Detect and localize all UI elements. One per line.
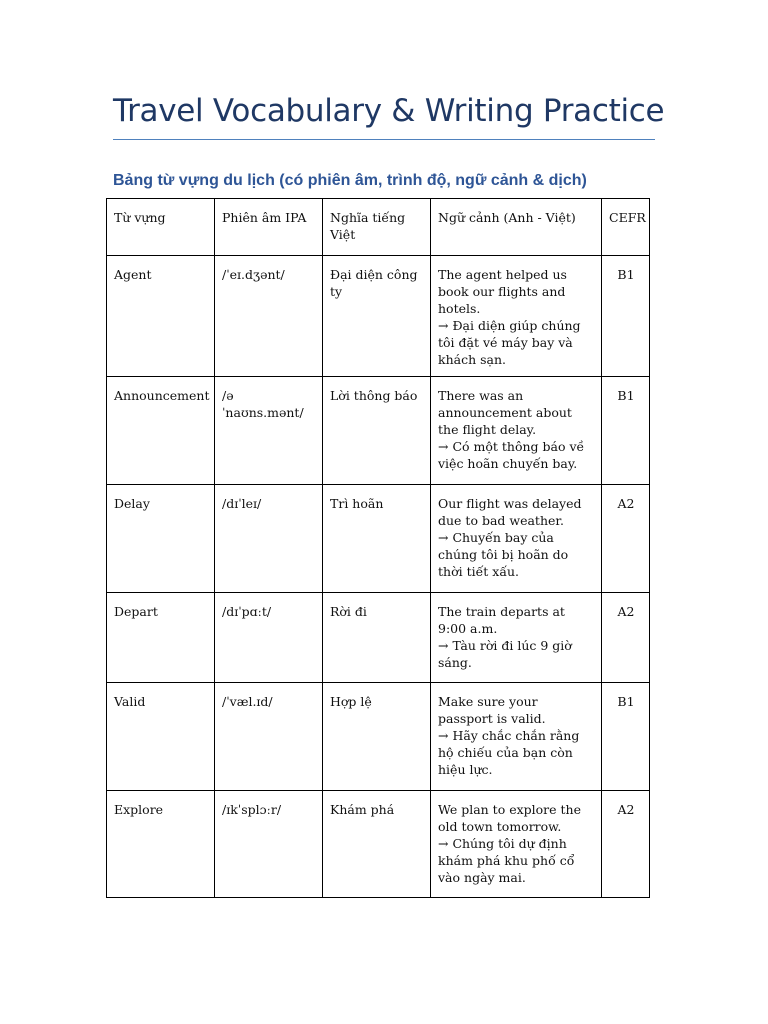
title-divider	[113, 139, 655, 140]
cell-ipa: /ɪkˈsplɔːr/	[215, 791, 323, 898]
cell-ipa: /ə ˈnaʊns.mənt/	[215, 377, 323, 485]
cell-cefr: A2	[602, 791, 650, 898]
header-meaning: Nghĩa tiếng Việt	[323, 199, 431, 256]
cell-meaning: Khám phá	[323, 791, 431, 898]
cell-word: Depart	[107, 593, 215, 683]
cell-meaning: Rời đi	[323, 593, 431, 683]
section-heading: Bảng từ vựng du lịch (có phiên âm, trình độ, ngữ cảnh & dịch)	[113, 172, 587, 189]
cell-context	[431, 485, 602, 593]
context-english: Our flight was delayed due to bad weather.	[438, 496, 582, 528]
context-vietnamese: → Tàu rời đi lúc 9 giờ sáng.	[438, 638, 572, 670]
cell-word: Valid	[107, 683, 215, 791]
cell-context	[431, 377, 602, 485]
table-row	[107, 683, 650, 791]
table-row	[107, 377, 650, 485]
context-english: The train departs at 9:00 a.m.	[438, 604, 565, 636]
cell-meaning: Trì hoãn	[323, 485, 431, 593]
cell-meaning: Đại diện công ty	[323, 256, 431, 377]
context-vietnamese: → Có một thông báo về việc hoãn chuyến bay.	[438, 439, 585, 471]
table-row	[107, 593, 650, 683]
cell-context	[431, 593, 602, 683]
cell-ipa: /ˈeɪ.dʒənt/	[215, 256, 323, 377]
context-english: We plan to explore the old town tomorrow.	[438, 802, 581, 834]
cell-context	[431, 256, 602, 377]
table-row	[107, 485, 650, 593]
context-vietnamese: → Chúng tôi dự định khám phá khu phố cổ vào ngày mai.	[438, 836, 575, 885]
cell-ipa: /dɪˈpɑːt/	[215, 593, 323, 683]
header-cefr: CEFR	[602, 199, 650, 256]
cell-cefr: B1	[602, 256, 650, 377]
cell-ipa: /dɪˈleɪ/	[215, 485, 323, 593]
table-header-row	[107, 199, 650, 256]
cell-meaning: Hợp lệ	[323, 683, 431, 791]
cell-ipa: /ˈvæl.ɪd/	[215, 683, 323, 791]
context-english: Make sure your passport is valid.	[438, 694, 546, 726]
cell-meaning: Lời thông báo	[323, 377, 431, 485]
cell-cefr: A2	[602, 485, 650, 593]
header-context: Ngữ cảnh (Anh - Việt)	[431, 199, 602, 256]
context-english: There was an announcement about the flight delay.	[438, 388, 572, 437]
context-vietnamese: → Hãy chắc chắn rằng hộ chiếu của bạn còn hiệu lực.	[438, 728, 580, 777]
cell-word: Announcement	[107, 377, 215, 485]
vocabulary-table	[106, 198, 650, 898]
cell-word: Explore	[107, 791, 215, 898]
cell-cefr: B1	[602, 377, 650, 485]
context-vietnamese: → Chuyến bay của chúng tôi bị hoãn do thời tiết xấu.	[438, 530, 569, 579]
cell-word: Delay	[107, 485, 215, 593]
cell-cefr: A2	[602, 593, 650, 683]
cell-context	[431, 791, 602, 898]
cell-context	[431, 683, 602, 791]
context-english: The agent helped us book our flights and hotels.	[438, 267, 567, 316]
table-row	[107, 791, 650, 898]
header-word: Từ vựng	[107, 199, 215, 256]
context-vietnamese: → Đại diện giúp chúng tôi đặt vé máy bay và khách sạn.	[438, 318, 581, 367]
cell-cefr: B1	[602, 683, 650, 791]
page-title: Travel Vocabulary & Writing Practice	[113, 93, 665, 129]
cell-word: Agent	[107, 256, 215, 377]
table-row	[107, 256, 650, 377]
header-ipa: Phiên âm IPA	[215, 199, 323, 256]
